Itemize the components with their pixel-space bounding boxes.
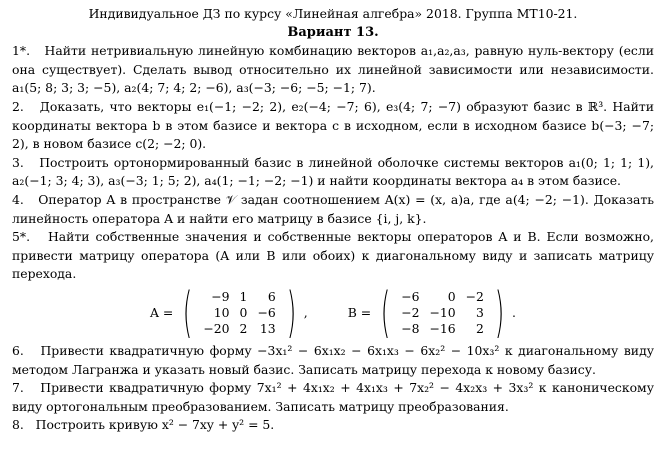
matrix-row (198, 321, 280, 337)
problem-text: Привести квадратичную форму 7x₁² + 4x₁x₂ + 4x₁x₃ + 7x₂² − 4x₂x₃ + 3x₃² к каноническому виду ортогональным преобразованием. Записать матрицу преобразования. (12, 380, 654, 414)
problem-1 (12, 42, 654, 98)
matrix-cell: 0 (447, 288, 456, 304)
matrix-cell: 6 (267, 288, 276, 304)
matrix-cell: −20 (203, 320, 230, 336)
problem-text: Доказать, что векторы e₁(−1; −2; 2), e₂(−4; −7; 6), e₃(4; 7; −7) образуют базис в ℝ³. Найти координаты вектора b в этом базисе и вектора c в исходном, если в исходном базисе b(−3; −7; 2), в новом базисе c(2; −2; 0). (12, 98, 654, 152)
matrix-cell: 3 (476, 304, 484, 320)
matrix-cell: 2 (239, 320, 248, 336)
problem-2 (12, 98, 654, 154)
problem-number: 6. (12, 342, 24, 358)
matrix-cell: −16 (429, 320, 456, 336)
matrix-row (198, 289, 280, 305)
matrix-b-trail: . (512, 304, 516, 320)
problem-8 (12, 416, 654, 435)
problem-text: Построить кривую x² − 7xy + y² = 5. (35, 417, 275, 433)
left-paren-icon: ( (380, 280, 391, 344)
problem-number: 3. (12, 154, 24, 170)
problem-text: Привести квадратичную форму −3x₁² − 6x₁x₂ − 6x₁x₃ − 6x₂² − 10x₃² к диагональному виду методом Лагранжа и указать новый базис. Записать матрицу перехода к новому базису. (12, 342, 654, 377)
problem-3 (12, 154, 654, 191)
matrix-b-block (347, 280, 516, 344)
matrices-row (12, 280, 654, 344)
variant-title: Вариант 13. (287, 24, 379, 40)
matrix-cell: −6 (401, 288, 420, 304)
matrix-a-trail: , (303, 304, 308, 320)
matrix-cell: 0 (239, 304, 248, 320)
problem-7 (12, 379, 654, 416)
right-paren-icon: ) (494, 280, 505, 344)
problem-text: Построить ортонормированный базис в линейной оболочке системы векторов a₁(0; 1; 1; 1), a₂(−1; 3; 4; 3), a₃(−3; 1; 5; 2), a₄(1; −1; −2; −1) и найти координаты вектора a₄ в этом базисе. (12, 154, 654, 189)
problem-text: Найти нетривиальную линейную комбинацию векторов a₁,a₂,a₃, равную нуль-вектору (если она существует). Сделать вывод относительно их линейной зависимости или независимости. a₁(5; 8; 3; 3; −5), a₂(4; 7; 4; 2; −6), a₃(−3; −6; −5; −1; 7). (12, 43, 654, 96)
matrix-cell: −10 (429, 304, 456, 320)
matrix-b-label: B = (347, 304, 372, 320)
matrix-row (396, 321, 489, 337)
matrix-row (198, 305, 280, 321)
matrix-row (396, 305, 489, 321)
problem-number: 7. (12, 380, 24, 396)
problem-number: 2. (12, 98, 24, 114)
document-header: Индивидуальное ДЗ по курсу «Линейная алгебра» 2018. Группа МТ10-21. (88, 6, 578, 21)
problem-number: 5*. (12, 229, 31, 245)
problem-number: 8. (12, 417, 24, 433)
problem-4 (12, 191, 654, 228)
matrix-cell: 2 (476, 320, 484, 336)
matrix-cell: −6 (257, 304, 276, 320)
matrix-cell: 1 (239, 288, 248, 304)
matrix-cell: −8 (401, 320, 420, 336)
problem-6 (12, 342, 654, 379)
matrix-b (396, 289, 489, 337)
matrix-cell: −9 (211, 288, 230, 304)
matrix-row (396, 289, 489, 305)
problem-text: Оператор A в пространстве 𝒱 задан соотношением A(x) = (x, a)a, где a(4; −2; −1). Доказать линейность оператора A и найти его матрицу в базисе {i, j, k}. (12, 191, 654, 226)
problem-number: 4. (12, 191, 24, 207)
matrix-a (198, 289, 280, 337)
right-paren-icon: ) (286, 280, 296, 344)
left-paren-icon: ( (183, 280, 193, 344)
matrix-cell: 13 (259, 320, 276, 336)
problem-number: 1*. (12, 43, 31, 59)
matrix-cell: −2 (465, 288, 484, 304)
matrix-a-label: A = (150, 304, 174, 320)
matrix-a-block (150, 280, 308, 344)
problem-text: Найти собственные значения и собственные векторы операторов A и B. Если возможно, привести матрицу оператора (A или B или обоих) к диагональному виду и записать матрицу перехода. (12, 229, 654, 282)
matrix-cell: −2 (401, 304, 420, 320)
matrix-cell: 10 (213, 304, 230, 320)
problem-5 (12, 228, 654, 284)
